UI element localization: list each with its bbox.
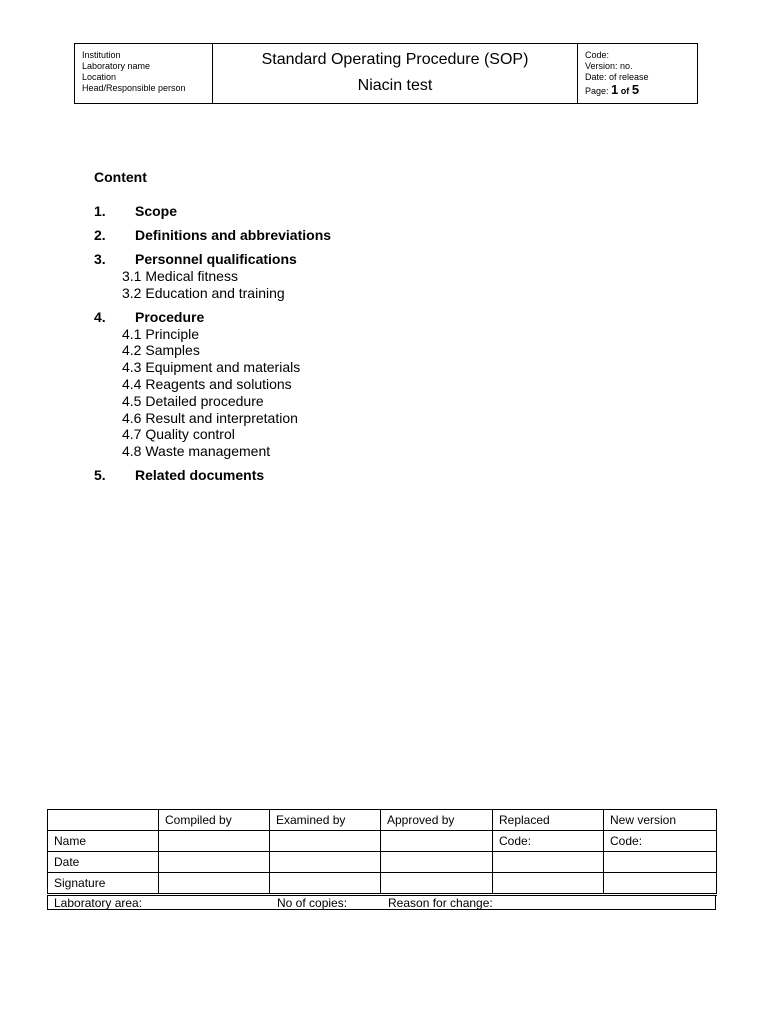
table-header-row <box>48 810 717 831</box>
section-number: 2. <box>94 227 106 243</box>
contents-title: Content <box>94 169 147 185</box>
header-compiled-by: Compiled by <box>159 810 270 831</box>
toc-subsection: 4.8 Waste management <box>122 443 271 460</box>
code-label: Code: <box>585 50 610 60</box>
table-row-date <box>48 852 717 873</box>
row-label: Date <box>48 852 159 873</box>
institution-label: Institution <box>82 50 121 60</box>
section-label: Related documents <box>135 466 265 483</box>
page-label: Page: <box>585 86 609 96</box>
document-header <box>74 43 698 104</box>
table-cell <box>604 852 717 873</box>
toc-subsection: 4.7 Quality control <box>122 426 235 443</box>
toc-section-4 <box>94 308 494 326</box>
version-label: Version: no. <box>585 61 633 71</box>
toc-section-3 <box>94 250 494 268</box>
header-cell-empty <box>48 810 159 831</box>
table-cell <box>159 831 270 852</box>
table-cell <box>381 852 493 873</box>
copies-label: No of copies: <box>277 896 348 910</box>
table-cell <box>493 852 604 873</box>
table-cell <box>159 852 270 873</box>
location-label: Location <box>82 72 117 82</box>
new-version-code: Code: <box>604 831 717 852</box>
head-person-label: Head/Responsible person <box>82 83 186 93</box>
toc-subsection: 4.3 Equipment and materials <box>122 359 301 376</box>
page-total: 5 <box>631 82 640 97</box>
toc-subsection: 4.1 Principle <box>122 325 200 342</box>
toc-section-2 <box>94 226 494 244</box>
table-of-contents <box>94 168 494 484</box>
section-label: Personnel qualifications <box>135 251 297 267</box>
page-current: 1 <box>611 82 619 97</box>
header-replaced: Replaced <box>493 810 604 831</box>
toc-section-5 <box>94 466 494 484</box>
table-row-signature <box>48 873 717 895</box>
toc-subsection: 4.2 Samples <box>122 342 200 359</box>
title-block <box>213 44 578 103</box>
toc-subsection: 4.4 Reagents and solutions <box>122 375 292 392</box>
toc-subsection: 4.5 Detailed procedure <box>122 392 264 409</box>
page-of: of <box>620 86 630 96</box>
toc-subsection: 3.2 Education and training <box>122 284 285 301</box>
toc-section-1 <box>94 202 494 220</box>
header-new-version: New version <box>604 810 717 831</box>
header-examined-by: Examined by <box>270 810 381 831</box>
section-number: 3. <box>94 251 106 267</box>
laboratory-info-row <box>47 896 716 910</box>
approval-table <box>47 809 717 896</box>
laboratory-name-label: Laboratory name <box>82 61 151 71</box>
table-cell <box>270 852 381 873</box>
section-number: 4. <box>94 308 106 325</box>
table-cell <box>381 831 493 852</box>
table-cell <box>270 831 381 852</box>
toc-subsection: 3.1 Medical fitness <box>122 268 238 284</box>
institution-info <box>75 44 213 103</box>
section-label: Definitions and abbreviations <box>135 227 332 243</box>
document-meta <box>578 44 697 103</box>
section-number: 1. <box>94 203 106 219</box>
approval-footer <box>47 809 717 910</box>
table-cell <box>270 873 381 895</box>
section-number: 5. <box>94 466 106 483</box>
date-label: Date: of release <box>585 72 649 82</box>
table-cell <box>604 873 717 895</box>
copies-underline <box>270 909 381 910</box>
page-indicator <box>585 84 697 97</box>
reason-for-change-label: Reason for change: <box>388 896 493 910</box>
table-cell <box>159 873 270 895</box>
row-label: Name <box>48 831 159 852</box>
document-title: Standard Operating Procedure (SOP) <box>261 51 529 68</box>
laboratory-area-label: Laboratory area: <box>54 896 143 910</box>
document-subtitle: Niacin test <box>357 77 433 94</box>
row-label: Signature <box>48 873 159 895</box>
table-cell <box>381 873 493 895</box>
section-label: Scope <box>135 203 178 219</box>
toc-subsection: 4.6 Result and interpretation <box>122 409 298 426</box>
header-approved-by: Approved by <box>381 810 493 831</box>
table-row-name <box>48 831 717 852</box>
section-label: Procedure <box>135 308 205 325</box>
replaced-code: Code: <box>493 831 604 852</box>
table-cell <box>493 873 604 895</box>
